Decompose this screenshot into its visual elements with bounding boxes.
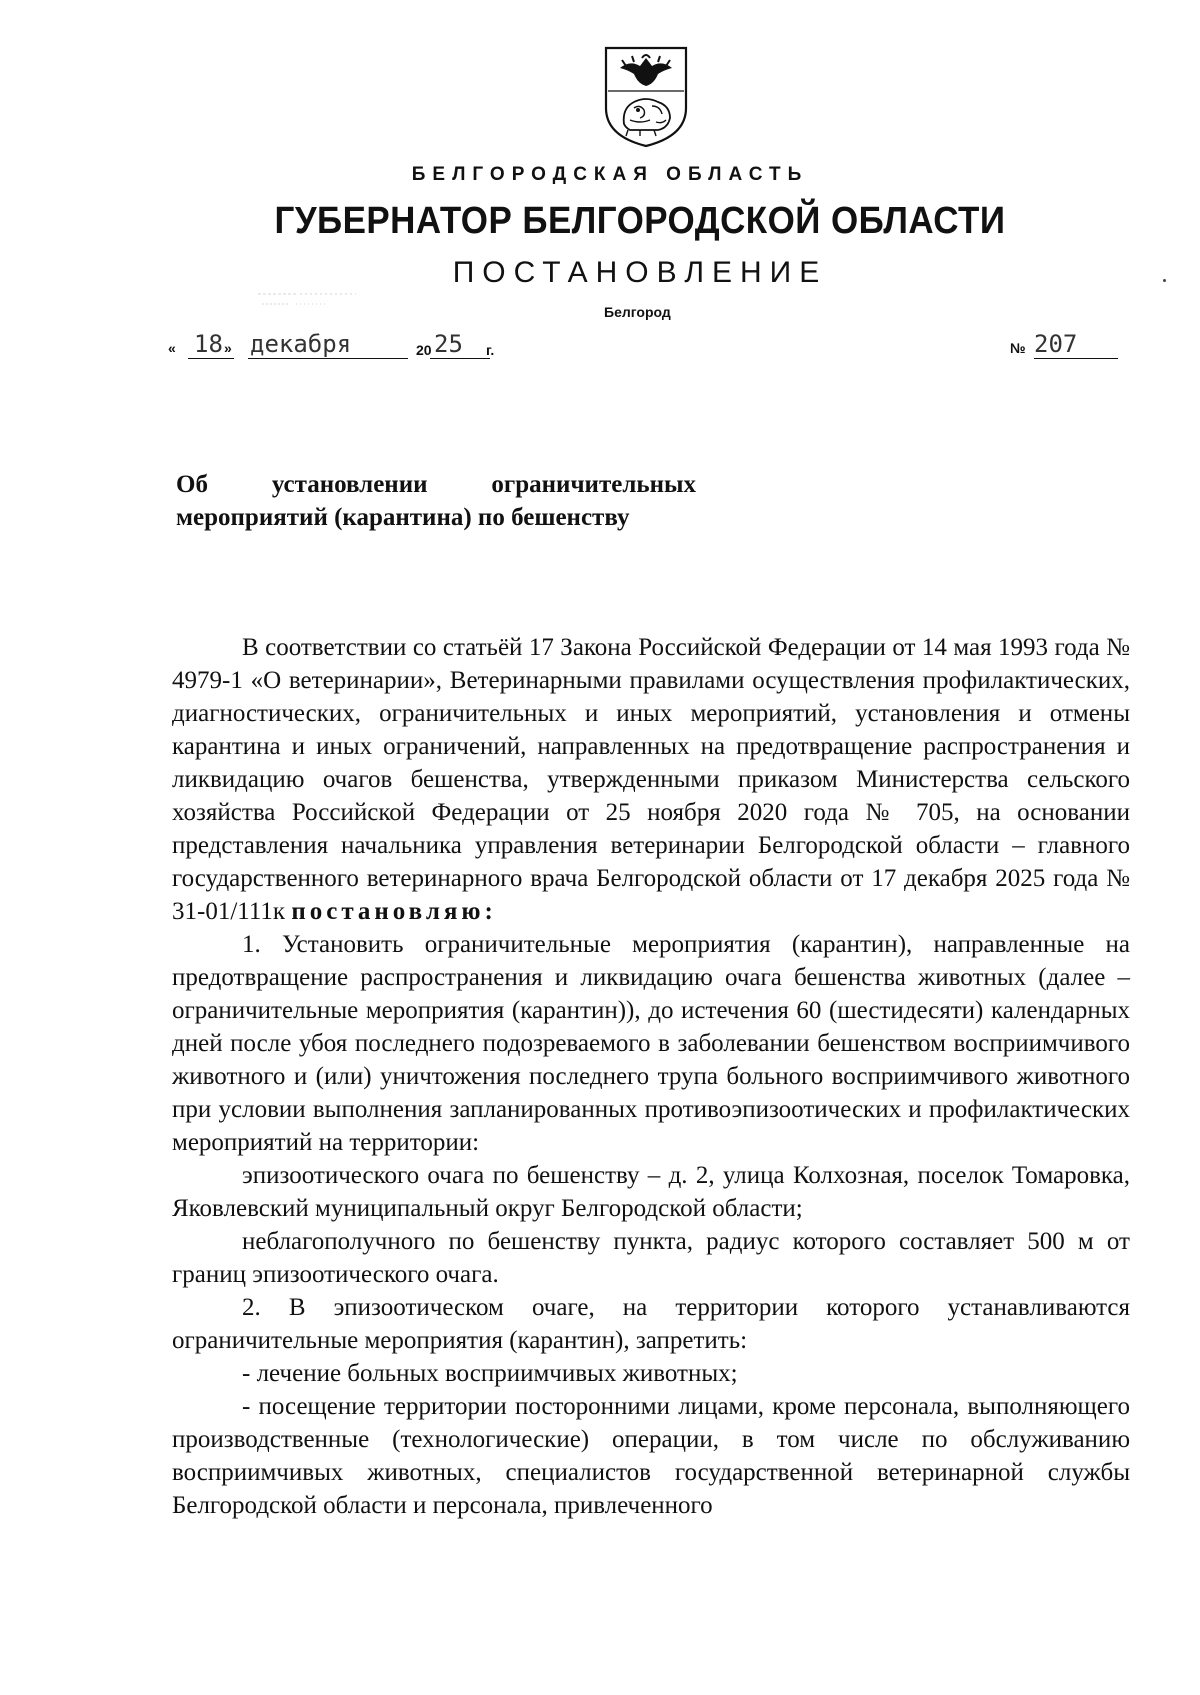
decree-body — [172, 631, 1130, 1522]
scan-speck — [1163, 279, 1166, 282]
decree-title — [176, 468, 696, 534]
date-year-mark: г. — [486, 342, 495, 358]
title-word-1: Об — [176, 471, 208, 498]
date-open-quote: « — [168, 340, 176, 356]
title-word-2: установлении — [271, 471, 428, 498]
date-year-suffix: 25 — [434, 330, 463, 358]
clause-1-paragraph: 1. Установить ограничительные мероприятия (карантин), направленные на предотвращение распространения и ликвидацию очага бешенства животных (далее – ограничительные мероприятия (карантин)), до истечения 60 (шестидесяти) календарных дней после убоя последнего подозреваемого в заболевании бешенством восприимчивого животного и (или) уничтожения последнего трупа больного восприимчивого животного при условии выполнения запланированных противоэпизоотических и профилактических мероприятий на территории: — [172, 931, 1130, 1156]
title-word-3: ограничительных — [491, 471, 696, 498]
coat-of-arms-emblem — [600, 44, 692, 148]
authority-heading: ГУБЕРНАТОР БЕЛГОРОДСКОЙ ОБЛАСТИ — [274, 200, 1006, 242]
clause-2-item-treatment: - лечение больных восприимчивых животных; — [242, 1360, 738, 1387]
title-line-2: мероприятий (карантина) по бешенству — [176, 504, 630, 531]
date-close-quote: » — [224, 340, 232, 356]
city-name: Белгород — [604, 304, 671, 320]
number-prefix: № — [1010, 340, 1026, 356]
document-type-heading: ПОСТАНОВЛЕНИЕ — [452, 256, 828, 289]
day-underline — [188, 358, 234, 359]
clause-2-item-visits: - посещение территории посторонними лицами, кроме персонала, выполняющего производственные (технологические) операции, в том числе по обслуживанию восприимчивых животных, специалистов государственной ветеринарной службы Белгородской области и персонала, привлеченного — [172, 1393, 1130, 1519]
faint-registration-marks — [256, 290, 366, 314]
clause-1-territory-focus: эпизоотического очага по бешенству – д. 2, улица Колхозная, поселок Томаровка, Яковлевский муниципальный округ Белгородской области; — [172, 1162, 1130, 1222]
date-day: 18 — [194, 330, 223, 358]
document-number: 207 — [1034, 330, 1078, 358]
date-year-prefix: 20 — [416, 342, 432, 358]
date-month: декабря — [250, 330, 352, 358]
title-line-1 — [176, 468, 696, 501]
clause-1-territory-point: неблагополучного по бешенству пункта, радиус которого составляет 500 м от границ эпизоотического очага. — [172, 1228, 1130, 1288]
year-underline — [430, 358, 490, 359]
month-underline — [248, 358, 408, 359]
preamble-text: В соответствии со статьёй 17 Закона Российской Федерации от 14 мая 1993 года № 4979-1 «О ветеринарии», Ветеринарными правилами осуществления профилактических, диагностических, ограничительных и иных мероприятий, установления и отмены карантина и иных ограничений, направленных на предотвращение распространения и ликвидацию очагов бешенства, утвержденными приказом Министерства сельского хозяйства Российской Федерации от 25 ноября 2020 года № 705, на основании представления начальника управления ветеринарии Белгородской области – главного государственного ветеринарного врача Белгородской области от 17 декабря 2025 года № 31-01/111к — [172, 634, 1130, 925]
number-underline — [1034, 358, 1118, 359]
clause-2-paragraph: 2. В эпизоотическом очаге, на территории которого устанавливаются ограничительные мероприятия (карантин), запретить: — [172, 1294, 1130, 1354]
resolve-word: постановляю: — [291, 898, 497, 925]
preamble-paragraph — [172, 631, 1130, 928]
region-name: БЕЛГОРОДСКАЯ ОБЛАСТЬ — [411, 164, 809, 185]
